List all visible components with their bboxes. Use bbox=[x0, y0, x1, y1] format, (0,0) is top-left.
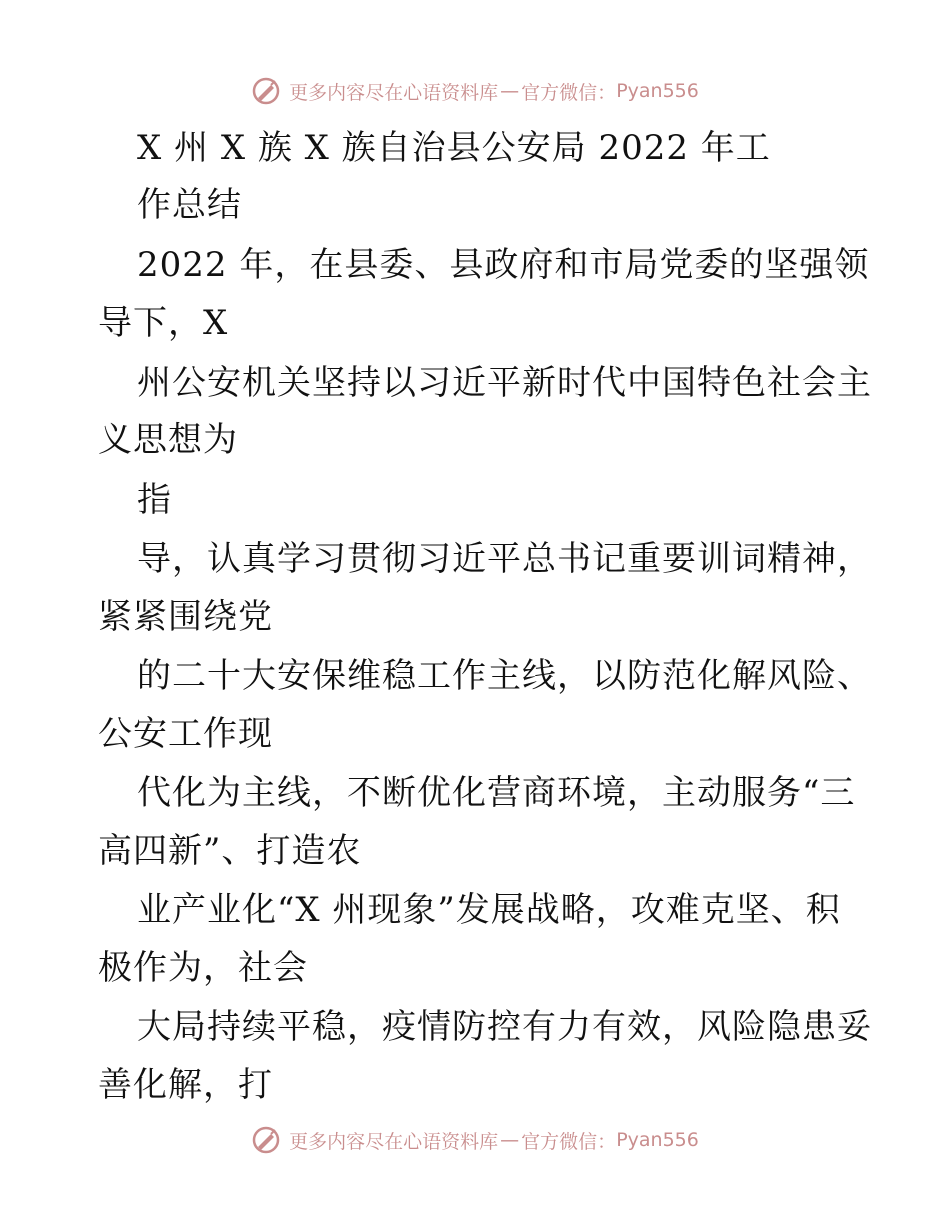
paragraph-line: 2022 年，在县委、县政府和市局党委的坚强领 bbox=[137, 245, 870, 285]
paragraph-line: 导下，X bbox=[98, 303, 229, 343]
paragraph-line: 善化解，打 bbox=[98, 1065, 273, 1105]
paragraph-line: 导，认真学习贯彻习近平总书记重要训词精神， bbox=[137, 539, 872, 579]
paragraph-line: 紧紧围绕党 bbox=[98, 597, 273, 637]
paragraph-line: 高四新”、打造农 bbox=[98, 831, 362, 871]
watermark-header bbox=[0, 73, 950, 109]
document-title-line-1: X 州 X 族 X 族自治县公安局 2022 年工 bbox=[137, 128, 771, 168]
quill-logo-icon bbox=[251, 1125, 281, 1155]
watermark-dash: — bbox=[500, 80, 520, 102]
watermark-text: 更多内容尽在心语资料库 bbox=[289, 1130, 499, 1153]
paragraph-line: 代化为主线，不断优化营商环境，主动服务“三 bbox=[137, 773, 856, 813]
watermark-footer bbox=[0, 1122, 950, 1158]
watermark-wechat-label: 官方微信： bbox=[521, 81, 617, 104]
document-title-line-2: 作总结 bbox=[137, 185, 242, 225]
quill-logo-icon bbox=[251, 76, 281, 106]
paragraph-line: 的二十大安保维稳工作主线，以防范化解风险、 bbox=[137, 656, 872, 696]
paragraph-line: 业产业化“X 州现象”发展战略，攻难克坚、积 bbox=[137, 890, 841, 930]
paragraph-line: 义思想为 bbox=[98, 420, 238, 460]
paragraph-line: 大局持续平稳，疫情防控有力有效，风险隐患妥 bbox=[137, 1007, 872, 1047]
paragraph-line: 极作为，社会 bbox=[98, 948, 308, 988]
paragraph-line: 公安工作现 bbox=[98, 714, 273, 754]
watermark-dash: — bbox=[500, 1129, 520, 1151]
paragraph-line: 州公安机关坚持以习近平新时代中国特色社会主 bbox=[137, 363, 872, 403]
paragraph-line: 指 bbox=[137, 480, 172, 520]
watermark-text: 更多内容尽在心语资料库 bbox=[289, 81, 499, 104]
watermark-wechat-id: Pyan556 bbox=[616, 80, 699, 102]
watermark-wechat-label: 官方微信： bbox=[521, 1130, 617, 1153]
watermark-wechat-id: Pyan556 bbox=[616, 1129, 699, 1151]
